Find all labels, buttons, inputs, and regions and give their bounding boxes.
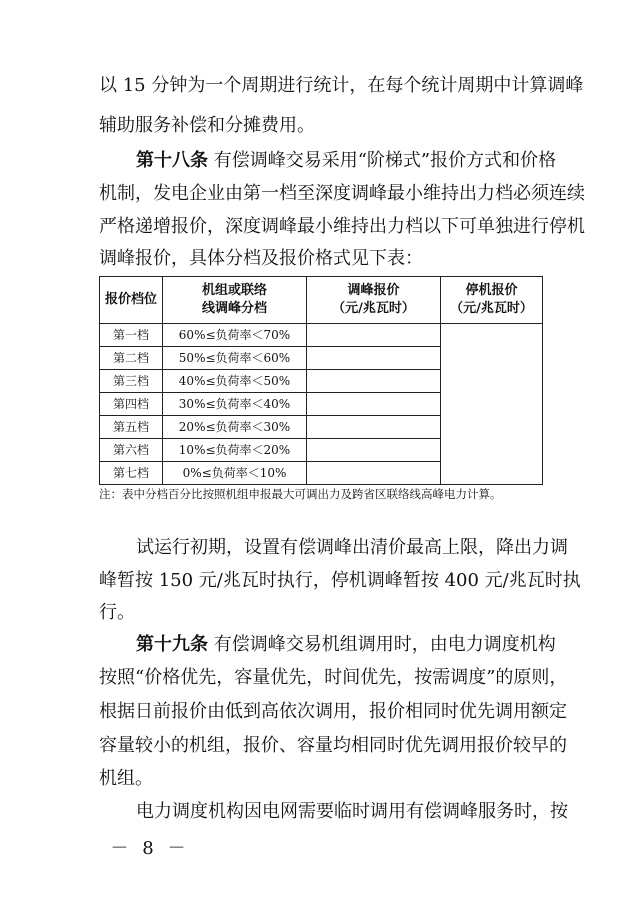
shutdown-bid-cell <box>441 324 543 485</box>
tier-cell: 第五档 <box>100 416 163 439</box>
text-line: 机制，发电企业由第一档至深度调峰最小维持出力档必须连续 <box>99 183 585 204</box>
text-line: 行。 <box>99 602 135 623</box>
tier-cell: 第二档 <box>100 347 163 370</box>
peak-bid-cell <box>307 462 441 485</box>
table-header: 调峰报价 （元/兆瓦时） <box>307 277 441 324</box>
text-line: 调峰报价，具体分档及报价格式见下表： <box>99 248 423 269</box>
text-line: 机组。 <box>99 768 153 789</box>
table-header-row <box>100 277 543 324</box>
peak-bid-cell <box>307 347 441 370</box>
range-cell: 20%≤负荷率＜30% <box>163 416 307 439</box>
peak-bid-cell <box>307 324 441 347</box>
table-header: 停机报价 （元/兆瓦时） <box>441 277 543 324</box>
text-line: 按照“价格优先，容量优先，时间优先，按需调度”的原则， <box>99 667 568 688</box>
article-heading: 第十八条 <box>136 150 208 171</box>
table-header: 机组或联络 线调峰分档 <box>163 277 307 324</box>
tier-cell: 第七档 <box>100 462 163 485</box>
tier-cell: 第四档 <box>100 393 163 416</box>
range-cell: 50%≤负荷率＜60% <box>163 347 307 370</box>
range-cell: 40%≤负荷率＜50% <box>163 370 307 393</box>
peak-bid-cell <box>307 393 441 416</box>
text-line: 辅助服务补偿和分摊费用。 <box>99 115 315 136</box>
text-line: 电力调度机构因电网需要临时调用有偿调峰服务时，按 <box>136 801 568 822</box>
range-cell: 0%≤负荷率＜10% <box>163 462 307 485</box>
text-line: 根据日前报价由低到高依次调用，报价相同时优先调用额定 <box>99 701 567 722</box>
table-note: 注：表中分档百分比按照机组申报最大可调出力及跨省区联络线高峰电力计算。 <box>99 487 502 501</box>
text-line: 有偿调峰交易采用“阶梯式”报价方式和价格 <box>213 150 557 171</box>
text-line: 有偿调峰交易机组调用时，由电力调度机构 <box>213 634 556 655</box>
text-line: 峰暂按 150 元/兆瓦时执行，停机调峰暂按 400 元/兆瓦时执 <box>99 570 581 591</box>
text-line: 以 15 分钟为一个周期进行统计，在每个统计周期中计算调峰 <box>99 75 584 96</box>
peak-bid-cell <box>307 370 441 393</box>
table-header: 报价档位 <box>100 277 163 324</box>
peak-bid-cell <box>307 439 441 462</box>
peak-bid-cell <box>307 416 441 439</box>
range-cell: 60%≤负荷率＜70% <box>163 324 307 347</box>
range-cell: 30%≤负荷率＜40% <box>163 393 307 416</box>
tier-cell: 第三档 <box>100 370 163 393</box>
table-row <box>100 324 543 347</box>
text-line: 严格递增报价，深度调峰最小维持出力档以下可单独进行停机 <box>99 216 585 237</box>
text-line: 容量较小的机组，报价、容量均相同时优先调用报价较早的 <box>99 735 567 756</box>
page-number: － 8 － <box>110 838 190 859</box>
text-line: 试运行初期，设置有偿调峰出清价最高上限，降出力调 <box>136 537 568 558</box>
article-heading: 第十九条 <box>136 634 208 655</box>
tier-cell: 第一档 <box>100 324 163 347</box>
range-cell: 10%≤负荷率＜20% <box>163 439 307 462</box>
tier-cell: 第六档 <box>100 439 163 462</box>
bid-tier-table <box>99 276 543 485</box>
